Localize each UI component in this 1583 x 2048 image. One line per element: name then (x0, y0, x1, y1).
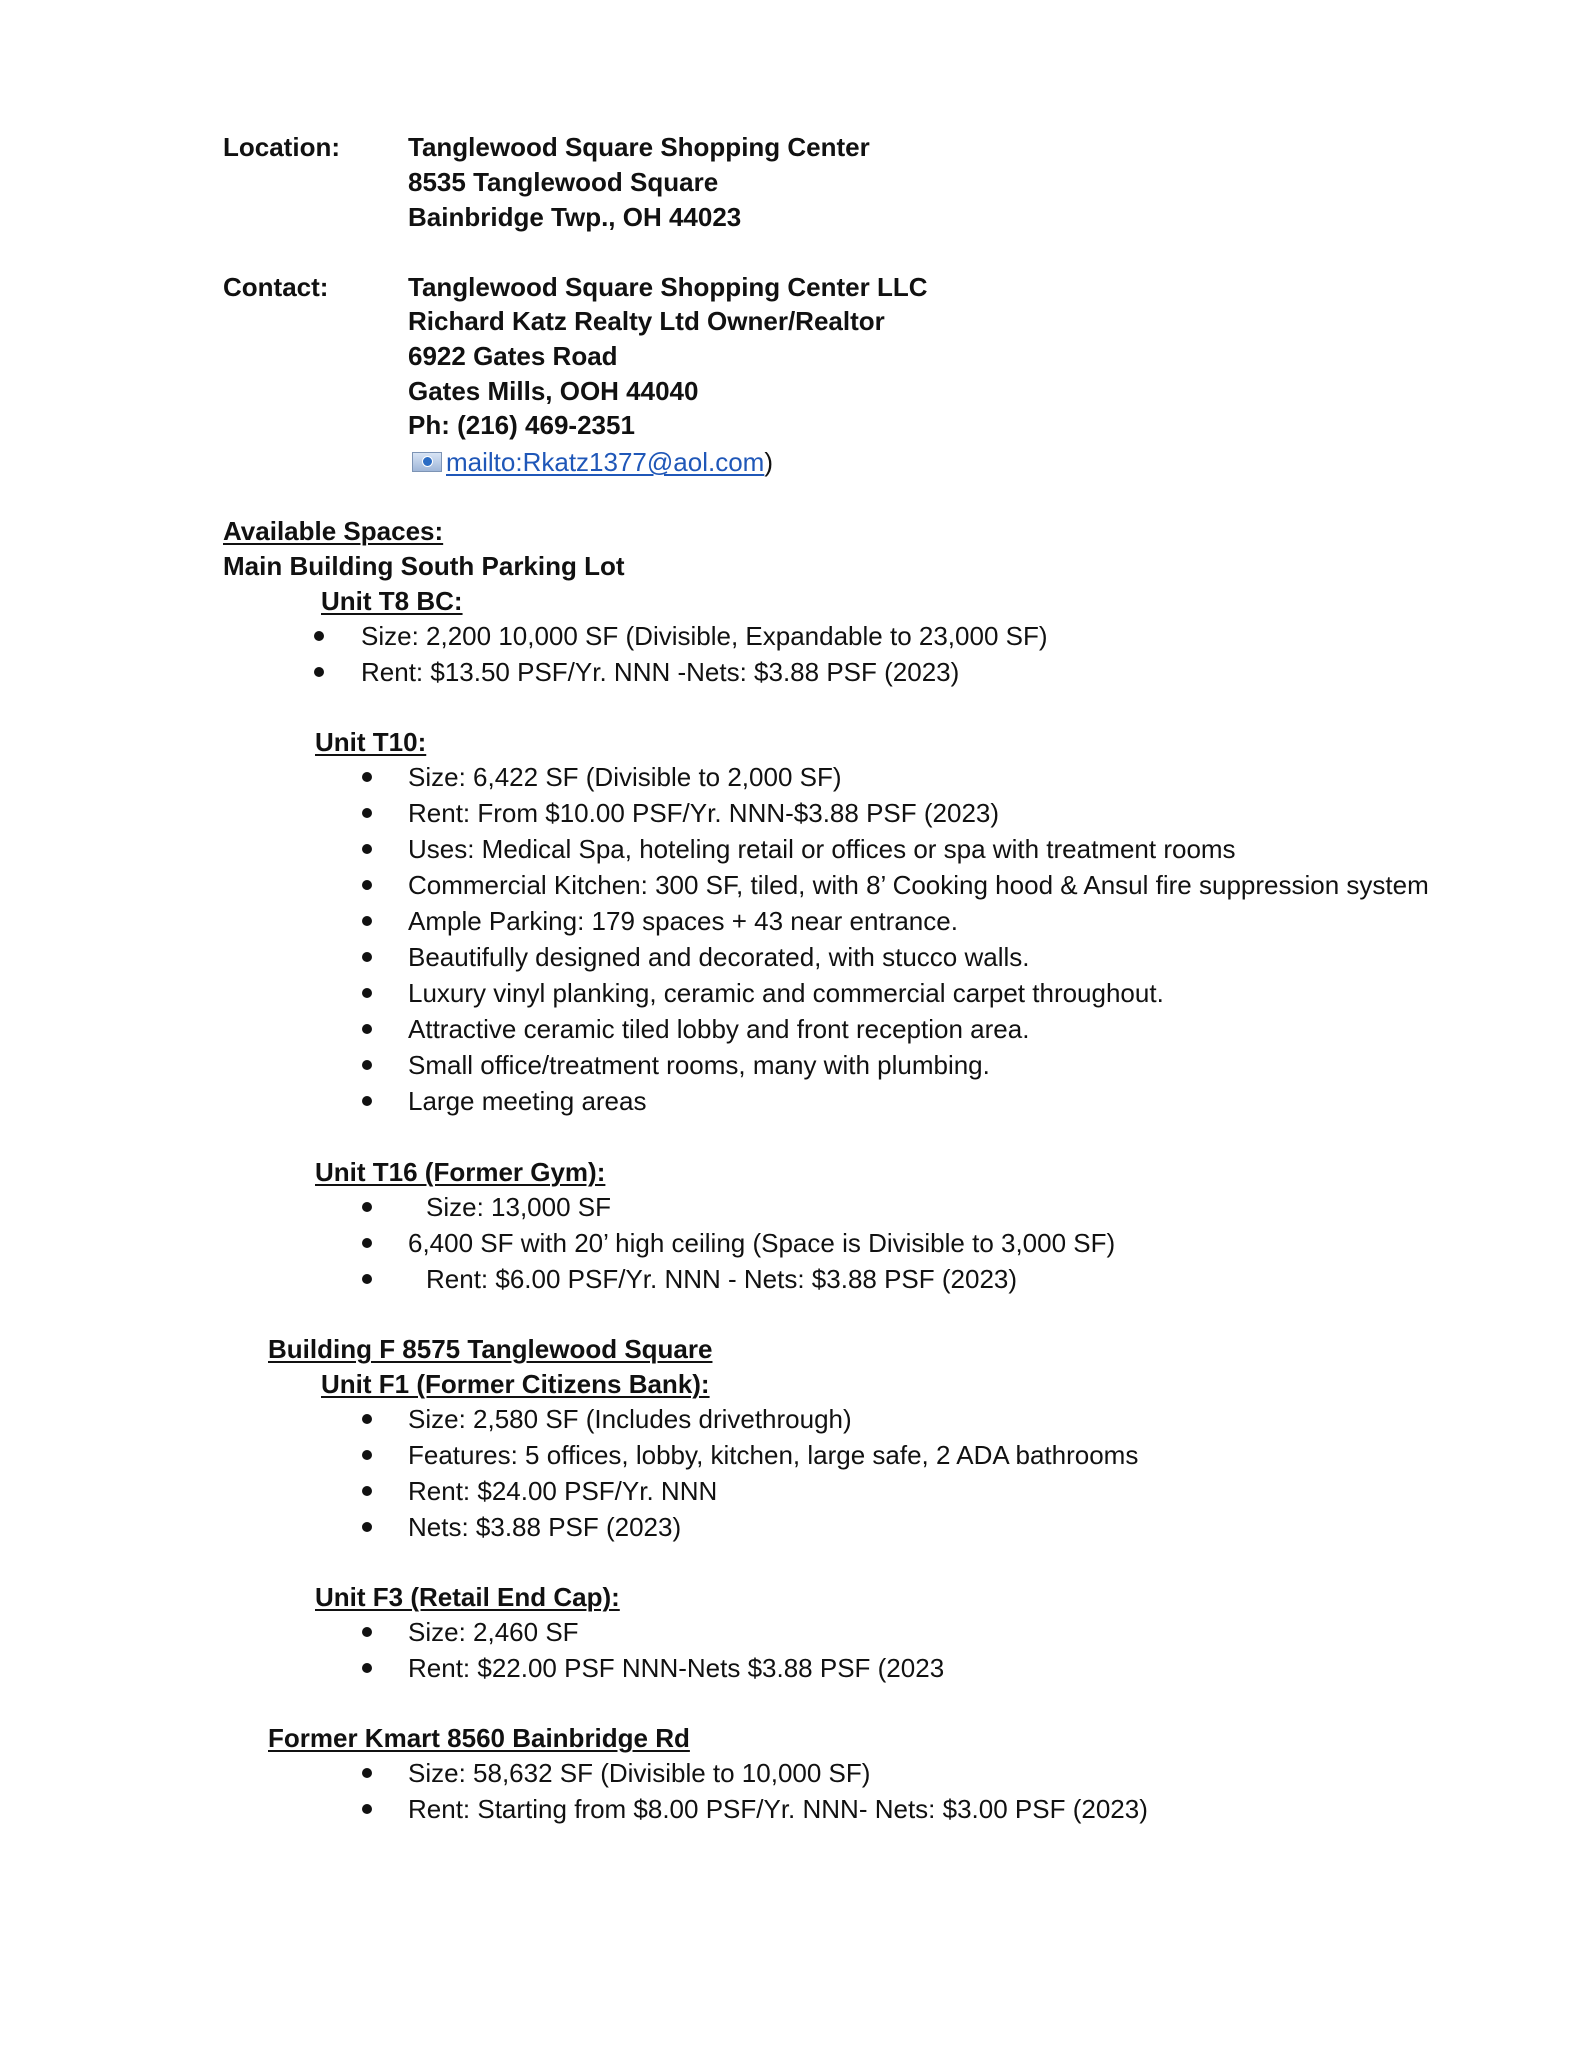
bullet-icon (314, 631, 324, 641)
bullet-icon (362, 952, 372, 962)
contact-line: Tanglewood Square Shopping Center LLC (408, 272, 928, 302)
list-item: Rent: $24.00 PSF/Yr. NNN (408, 1476, 718, 1506)
list-item: Size: 2,580 SF (Includes drivethrough) (408, 1404, 852, 1434)
bullet-icon (362, 1096, 372, 1106)
location-line: Bainbridge Twp., OH 44023 (408, 202, 742, 232)
kmart-heading: Former Kmart 8560 Bainbridge Rd (268, 1723, 690, 1753)
list-item: Rent: $22.00 PSF NNN-Nets $3.88 PSF (2023 (408, 1653, 945, 1683)
list-item: Nets: $3.88 PSF (2023) (408, 1512, 682, 1542)
bullet-icon (362, 1627, 372, 1637)
email-suffix: ) (764, 447, 773, 477)
bullet-icon (362, 1486, 372, 1496)
bullet-icon (362, 1202, 372, 1212)
list-item: Size: 58,632 SF (Divisible to 10,000 SF) (408, 1758, 871, 1788)
unit-t16-title: Unit T16 (Former Gym): (315, 1157, 606, 1187)
available-heading: Available Spaces: (223, 516, 444, 546)
list-item: Small office/treatment rooms, many with plumbing. (408, 1050, 990, 1080)
contact-phone: Ph: (216) 469-2351 (408, 410, 635, 440)
bullet-icon (362, 1522, 372, 1532)
bullet-icon (362, 1804, 372, 1814)
bullet-icon (362, 844, 372, 854)
email-link[interactable]: mailto:Rkatz1377@aol.com (446, 447, 765, 477)
list-item: Beautifully designed and decorated, with stucco walls. (408, 942, 1030, 972)
list-item: Attractive ceramic tiled lobby and front reception area. (408, 1014, 1030, 1044)
list-item: Ample Parking: 179 spaces + 43 near entrance. (408, 906, 958, 936)
list-item: Rent: $13.50 PSF/Yr. NNN -Nets: $3.88 PSF (2023) (361, 657, 960, 687)
list-item: Size: 13,000 SF (426, 1192, 611, 1222)
bullet-icon (362, 1238, 372, 1248)
bullet-icon (362, 808, 372, 818)
list-item: Rent: From $10.00 PSF/Yr. NNN-$3.88 PSF (2023) (408, 798, 1000, 828)
list-item: 6,400 SF with 20’ high ceiling (Space is Divisible to 3,000 SF) (408, 1228, 1116, 1258)
list-item: Rent: Starting from $8.00 PSF/Yr. NNN- Nets: $3.00 PSF (2023) (408, 1794, 1148, 1824)
bullet-icon (362, 1274, 372, 1284)
bullet-icon (362, 1024, 372, 1034)
list-item: Commercial Kitchen: 300 SF, tiled, with 8’ Cooking hood & Ansul fire suppression system (408, 870, 1429, 900)
location-line: Tanglewood Square Shopping Center (408, 132, 870, 162)
list-item: Size: 2,200 10,000 SF (Divisible, Expandable to 23,000 SF) (361, 621, 1048, 651)
list-item: Size: 6,422 SF (Divisible to 2,000 SF) (408, 762, 842, 792)
building-f-heading: Building F 8575 Tanglewood Square (268, 1334, 713, 1364)
bullet-icon (362, 1414, 372, 1424)
bullet-icon (362, 1450, 372, 1460)
list-item: Features: 5 offices, lobby, kitchen, large safe, 2 ADA bathrooms (408, 1440, 1139, 1470)
list-item: Luxury vinyl planking, ceramic and commercial carpet throughout. (408, 978, 1164, 1008)
main-building-heading: Main Building South Parking Lot (223, 551, 625, 581)
list-item: Rent: $6.00 PSF/Yr. NNN - Nets: $3.88 PSF (2023) (426, 1264, 1018, 1294)
contact-email (446, 445, 773, 479)
bullet-icon (362, 988, 372, 998)
bullet-icon (362, 1768, 372, 1778)
contact-label: Contact: (223, 272, 329, 302)
contact-line: 6922 Gates Road (408, 341, 618, 371)
location-line: 8535 Tanglewood Square (408, 167, 719, 197)
location-label: Location: (223, 132, 340, 162)
bullet-icon (362, 1663, 372, 1673)
bullet-icon (362, 880, 372, 890)
contact-line: Richard Katz Realty Ltd Owner/Realtor (408, 306, 885, 336)
contact-line: Gates Mills, OOH 44040 (408, 376, 699, 406)
list-item: Uses: Medical Spa, hoteling retail or offices or spa with treatment rooms (408, 834, 1236, 864)
unit-t10-title: Unit T10: (315, 727, 427, 757)
bullet-icon (362, 916, 372, 926)
bullet-icon (314, 667, 324, 677)
list-item: Size: 2,460 SF (408, 1617, 579, 1647)
bullet-icon (362, 772, 372, 782)
bullet-icon (362, 1060, 372, 1070)
unit-f1-title: Unit F1 (Former Citizens Bank): (321, 1369, 710, 1399)
envelope-icon (412, 452, 442, 472)
unit-t8-title: Unit T8 BC: (321, 586, 463, 616)
unit-f3-title: Unit F3 (Retail End Cap): (315, 1582, 620, 1612)
list-item: Large meeting areas (408, 1086, 647, 1116)
